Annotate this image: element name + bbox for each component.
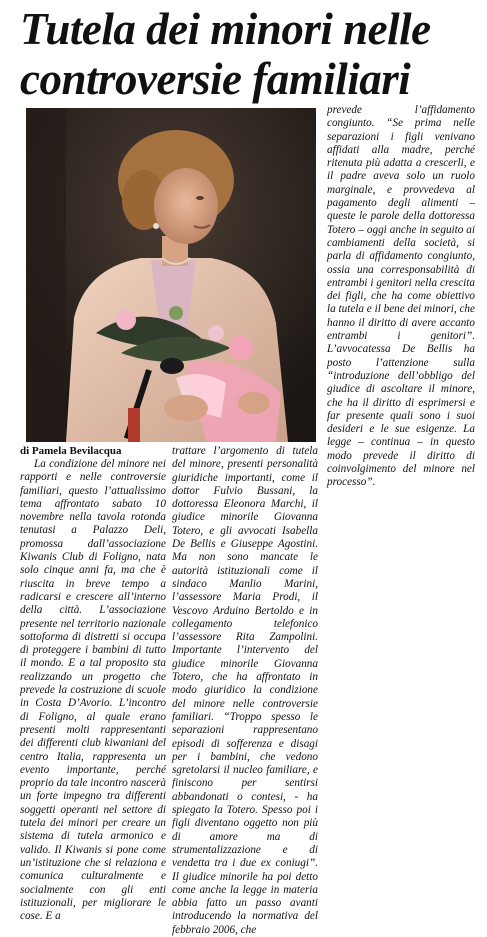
article-column-left (20, 445, 166, 923)
headline-line-2: controversie familiari (20, 54, 411, 104)
article-text-right: prevede l’affidamento congiunto. “Se prima nelle separazioni i figli venivano affidati alla madre, perché ritenuta più adatta a crescerli, e il padre aveva solo un ruolo marginale, e provvedeva al pagamento degli alimenti – queste le parole della dottoressa Totero – oggi anche in seguito ai cambiamenti della società, si parla di affidamento congiunto, ossia una corresponsabilità di entrambi i genitori nella crescita dei figli, che ha come obiettivo la tutela e il bene dei minori, che hanno il diritto di avere accanto entrambi i genitori”. L’avvocatessa De Bellis ha posto l’attenzione sulla “introduzione dell’obbligo del giudice di ascoltare il minore, che ha il diritto di esprimersi e far presente quali sono i suoi desideri e le sue esigenze. La legge – continua – in questo modo prevede il diritto di coinvolgimento del minore nel processo”. (327, 104, 475, 489)
article-headline (20, 4, 480, 104)
article-column-right (327, 104, 475, 490)
article-byline: di Pamela Bevilacqua (20, 445, 122, 457)
article-text-left: La condizione del minore nei rapporti e nelle controversie familiari, questo l’attualissimo tema affrontato sabato 10 novembre nella tavola rotonda tenutasi a Palazzo Deli, promossa dall’associazione Kiwanis Club di Foligno, nata solo cinque anni fa, ma che è riuscita in breve tempo a radicarsi e crescere all’interno della città. L’associazione presente nel territorio nazionale sottoforma di distretti si occupa di proteggere i bambini di tutto il mondo. E a tal proposito sta realizzando un progetto che prevede la costruzione di scuole in Costa D’Avorio. L’incontro di Foligno, al quale erano presenti molti rappresentanti dei differenti club kiwaniani del centro Italia, rappresenta un evento importante, perché proprio da tale incontro nascerà un forte impegno tra differenti soggetti operanti nel settore di tutela dei minori per creare un sistema di tutela armonico e valido. Il Kiwanis si pone come un’istituzione che si relaziona e comunica culturalmente e socialmente con gli enti istituzionali, per migliorare le cose. E a (20, 458, 166, 923)
photo-speaker-with-bouquet (26, 108, 316, 442)
headline-line-1: Tutela dei minori nelle (20, 4, 431, 54)
article-text-middle: trattare l’argomento di tutela del minore, presenti personalità giuridiche importanti, come il dottor Fulvio Bussani, la dottoressa Eleonora Marchi, il giudice minorile Giovanna Totero, e gli avvocati Isabella De Bellis e Giuseppe Agostini. Ma non sono mancate le autorità istituzionali come il sindaco Manlio Marini, l’assessore Maria Prodi, il Vescovo Arduino Bertoldo e in collegamento telefonico l’assessore Rita Zampolini. Importante l’intervento del giudice minorile Giovanna Totero, che ha affrontato in modo giuridico la condizione del minore nelle controversie familiari. “Troppo spesso le separazioni rappresentano episodi di sofferenza e disagi per i bambini, che vedono sgretolarsi il nucleo familiare, e finiscono per sentirsi abbandonati o contesi, - ha spiegato la Totero. Spesso poi i figli diventano oggetto non più di amore ma di strumentalizzazione e di vendetta tra i due ex coniugi”. Il giudice minorile ha poi detto come anche la legge in materia abbia fatto un passo avanti introducendo la normativa del febbraio 2006, che (172, 445, 318, 936)
article-column-middle (172, 445, 318, 937)
article-photo (26, 108, 316, 442)
